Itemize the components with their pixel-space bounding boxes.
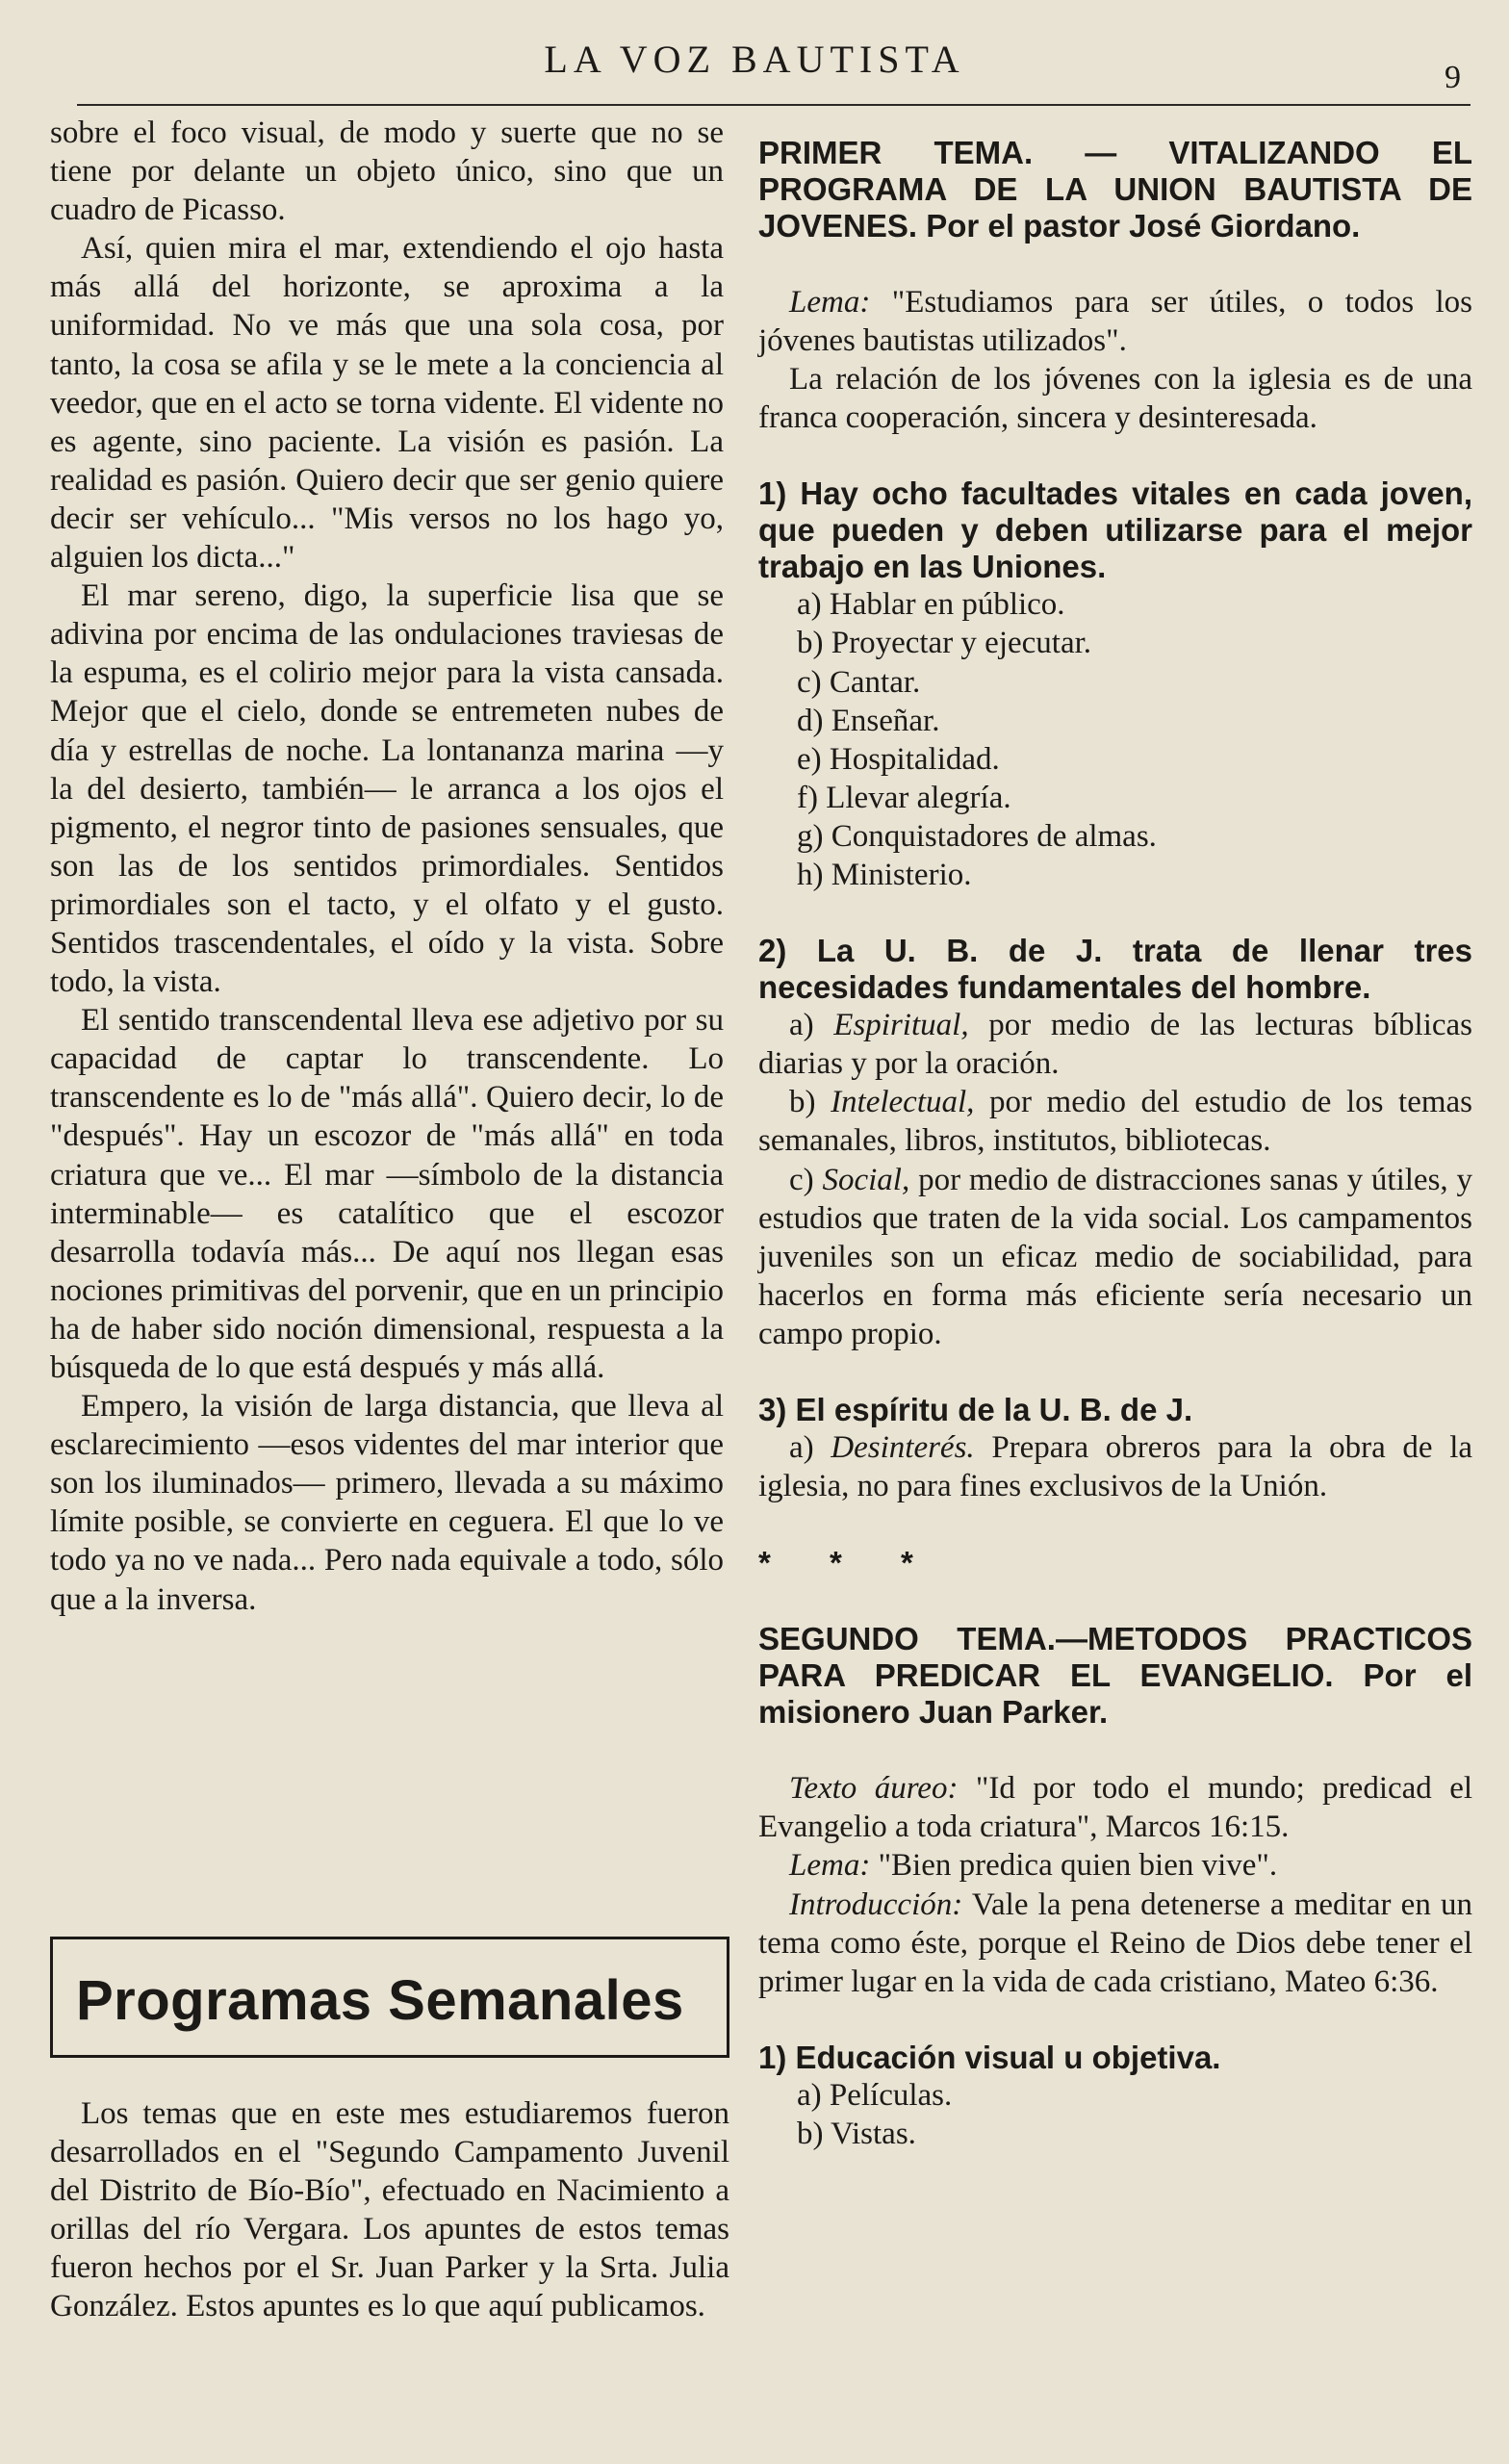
sub-item-text: Prepara obreros para la obra de la iglesia, no para fines exclusivos de la Unión. (758, 1429, 1473, 1504)
spacer (758, 437, 1472, 475)
list-item: a) Hablar en público. (797, 587, 1065, 623)
paragraph: Así, quien mira el mar, extendiendo el ojo hasta más allá del horizonte, se aproxima a la uniformidad. No ve más que una sola cosa, por tanto, la cosa se afila y se le mete a la conciencia al veedor, que en el acto se torna vidente. El vidente no es agente, sino paciente. La visión es pasión. La realidad es pasión. Quiero decir que ser genio quiere decir ser vehículo... "Mis versos no los hago yo, alguien los dicta..." (50, 231, 724, 576)
texto-text: "Id por todo el mundo; predicad el Evangelio a toda criatura", Marcos 16:15. (758, 1771, 1473, 1845)
sub-item-label: a) (789, 1429, 814, 1465)
intro-paragraph: Los temas que en este mes estudiaremos fueron desarrollados en el "Segundo Campamento Juvenil del Distrito de Bío-Bío", efectuado en Nacimiento a orillas del río Vergara. Los apuntes de estos temas fueron hechos por el Sr. Juan Parker y la Srta. Julia González. Estos apuntes es lo que aquí publicamos. (50, 2096, 729, 2324)
sub-item (758, 1161, 1472, 1353)
sub-item-title: Espiritual, (833, 1008, 969, 1043)
lema-paragraph (758, 283, 1472, 360)
sub-item-label: b) (789, 1085, 816, 1120)
lema-2 (758, 1846, 1472, 1885)
sub-item-text: por medio de distracciones sanas y útiles, y estudios que traten de la vida social. Los campamentos juveniles son un eficaz medio de sociabilidad, para hacerlos en forma más eficiente sería necesario un campo propio. (758, 1162, 1473, 1351)
section-4-heading: 1) Educación visual u objetiva. (758, 2039, 1221, 2075)
tema-2-heading: SEGUNDO TEMA.—METODOS PRACTICOS PARA PREDICAR EL EVANGELIO. Por el misionero Juan Parker. (758, 1621, 1472, 1731)
list-item: a) Películas. (797, 2077, 953, 2113)
paragraph: El sentido transcendental lleva ese adjetivo por su capacidad de captar lo transcendente. Lo transcendente es lo de "más allá". Quiero decir, lo de "después". Hay un escozor de "más allá" en toda criatura que ve... El mar —símbolo de la distancia interminable— es catalítico que el escozor desarrolla todavía más... De aquí nos llegan esas nociones primitivas del porvenir, que en un principio ha de haber sido noción dimensional, respuesta a la búsqueda de lo que está después y más allá. (50, 1003, 724, 1385)
section-separator: * * * (758, 1545, 938, 1581)
lema-text: "Bien predica quien bien vive". (878, 1848, 1278, 1884)
spacer (758, 1505, 1472, 1544)
section-2-heading: 2) La U. B. de J. trata de llenar tres necesidades fundamentales del hombre. (758, 933, 1472, 1006)
spacer (758, 2001, 1472, 2040)
sub-item (758, 1428, 1472, 1505)
sub-item-text: por medio del estudio de los temas semanales, libros, institutos, bibliotecas. (758, 1085, 1473, 1159)
list-item: b) Vistas. (797, 2116, 916, 2151)
introduccion (758, 1886, 1472, 2001)
spacer (758, 1353, 1472, 1392)
section-1-heading: 1) Hay ocho facultades vitales en cada joven, que pueden y deben utilizarse para el mejor trabajo en las Uniones. (758, 475, 1472, 585)
lema-label: Lema: (789, 1848, 871, 1884)
section-3-heading: 3) El espíritu de la U. B. de J. (758, 1391, 1193, 1427)
list-item: h) Ministerio. (797, 858, 972, 893)
list-item: c) Cantar. (797, 664, 921, 700)
right-column (758, 135, 1472, 2153)
lema-text: "Estudiamos para ser útiles, o todos los jóvenes bautistas utilizados". (758, 285, 1473, 359)
section-title-box (50, 1937, 729, 2058)
sub-item (758, 1006, 1472, 1083)
intro-text: Vale la pena detenerse a meditar en un tema como éste, porque el Reino de Dios debe tener el primer lugar en la vida de cada cristiano, Mateo 6:36. (758, 1886, 1473, 1999)
sub-item-label: a) (789, 1008, 814, 1043)
list-item: e) Hospitalidad. (797, 741, 1000, 777)
list-item: b) Proyectar y ejecutar. (797, 626, 1092, 661)
magazine-title: LA VOZ BAUTISTA (544, 38, 965, 81)
intro-label: Introducción: (789, 1886, 963, 1922)
paragraph: sobre el foco visual, de modo y suerte que no se tiene por delante un objeto único, sino que un cuadro de Picasso. (50, 116, 724, 228)
spacer (758, 1731, 1472, 1769)
spacer (758, 894, 1472, 933)
sub-item-title: Social, (822, 1162, 910, 1197)
texto-aureo (758, 1769, 1472, 1846)
sub-item-title: Desinterés. (831, 1429, 975, 1465)
sub-item-title: Intelectual, (831, 1085, 975, 1120)
spacer (758, 1582, 1472, 1621)
paragraph: Empero, la visión de larga distancia, que lleva al esclarecimiento —esos videntes del mar interior que son los iluminados— primero, llevada a su máximo límite posible, se convierte en ceguera. El que lo ve todo ya no ve nada... Pero nada equivale a todo, sólo que a la inversa. (50, 1389, 724, 1617)
page-number: 9 (1445, 60, 1461, 95)
section-title: Programas Semanales (76, 1969, 684, 2032)
left-column (50, 114, 724, 1619)
paragraph: El mar sereno, digo, la superficie lisa que se adivina por encima de las ondulaciones traviesas de la espuma, es el colirio mejor para la vista cansada. Mejor que el cielo, donde se entremeten nubes de día y estrellas de noche. La lontananza marina —y la del desierto, también— le arranca a los ojos el pigmento, el negror tinto de pasiones sensuales, que son las de los sentidos primordiales. Sentidos primordiales son el tacto, y el olfato y el gusto. Sentidos trascendentales, el oído y la vista. Sobre todo, la vista. (50, 578, 724, 1000)
list-item: f) Llevar alegría. (797, 780, 1011, 815)
tema-1-heading: PRIMER TEMA. — VITALIZANDO EL PROGRAMA DE LA UNION BAUTISTA DE JOVENES. Por el pastor José Giordano. (758, 135, 1472, 244)
header-rule (77, 104, 1471, 106)
page-header (38, 23, 1471, 110)
paragraph: La relación de los jóvenes con la iglesia es de una franca cooperación, sincera y desinteresada. (758, 362, 1472, 436)
sub-item (758, 1083, 1472, 1160)
texto-label: Texto áureo: (789, 1771, 959, 1807)
list-item: d) Enseñar. (797, 703, 940, 738)
spacer (758, 244, 1472, 283)
lema-label: Lema: (789, 285, 871, 320)
sub-item-label: c) (789, 1162, 814, 1197)
intro-block (50, 2094, 729, 2326)
sub-item-text: por medio de las lecturas bíblicas diarias y por la oración. (758, 1008, 1473, 1082)
list-item: g) Conquistadores de almas. (797, 818, 1157, 854)
